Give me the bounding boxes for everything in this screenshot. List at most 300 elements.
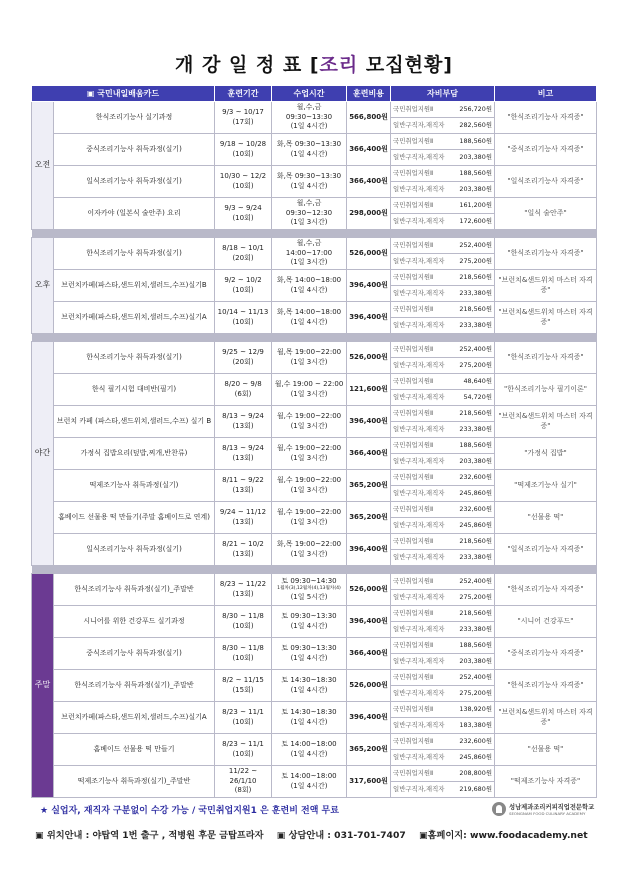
- course-cost: 365,200원: [347, 734, 391, 766]
- support-amount-value: 232,600: [459, 505, 486, 514]
- course-cost: 526,000원: [347, 238, 391, 270]
- support-amount-unit: 원: [485, 185, 493, 194]
- period-range: 9/2 ~ 10/2: [224, 276, 262, 285]
- support-cell: [391, 782, 495, 798]
- period-count: (8회): [234, 786, 252, 795]
- time-range: 토 14:30~18:30: [281, 708, 337, 717]
- support-type-label: 일반구직자,재직자: [393, 361, 445, 370]
- footer-contact: ▣ 상담안내 : 031-701-7407: [276, 830, 406, 841]
- support-cell: [391, 198, 495, 214]
- table-row: [32, 238, 597, 254]
- support-amount: [459, 185, 492, 194]
- support-type-label: 국민취업지원Ⅱ: [393, 305, 434, 314]
- support-amount-value: 48,640: [463, 377, 486, 386]
- support-amount: [459, 153, 492, 162]
- course-cost: 396,400원: [347, 270, 391, 302]
- support-amount-unit: 원: [485, 753, 493, 762]
- course-note: "브런치&샌드위치 마스터 자격증": [495, 270, 597, 302]
- table-row: [32, 302, 597, 318]
- time-range: 월,수 19:00~22:00: [276, 508, 342, 517]
- table-row: [32, 638, 597, 654]
- support-type-label: 국민취업지원Ⅱ: [393, 345, 434, 354]
- course-time: [272, 374, 347, 406]
- course-cost: 298,000원: [347, 198, 391, 230]
- time-hours: (1일 4시간): [290, 781, 328, 790]
- support-amount: [459, 593, 492, 602]
- period-range: 9/25 ~ 12/9: [222, 348, 264, 357]
- course-period: [215, 374, 272, 406]
- time-range: 화,목 19:00~22:00: [276, 540, 342, 549]
- course-time: [272, 270, 347, 302]
- period-range: 10/14 ~ 11/13: [217, 308, 269, 317]
- support-amount: [459, 201, 492, 210]
- support-cell: [391, 470, 495, 486]
- support-amount-value: 232,600: [459, 473, 486, 482]
- time-hours: (1일 4시간): [290, 317, 328, 326]
- time-range: 월,수 19:00~22:00: [276, 412, 342, 421]
- support-amount-value: 218,560: [459, 305, 486, 314]
- support-amount-unit: 원: [485, 737, 493, 746]
- course-name: 이자카야 (일본식 술안주) 요리: [54, 198, 215, 230]
- period-count: (10회): [232, 621, 254, 630]
- support-type-label: 일반구직자,재직자: [393, 593, 445, 602]
- support-amount: [459, 409, 492, 418]
- course-note: "중식조리기능사 자격증": [495, 638, 597, 670]
- table-row: [32, 534, 597, 550]
- schedule-body: [32, 102, 597, 798]
- time-hours: (1일 3시간): [290, 357, 328, 366]
- course-time: [272, 574, 347, 606]
- course-name: 중식조리기능사 취득과정(실기): [54, 638, 215, 670]
- page-title: 개 강 일 정 표 [조리 모집현황]: [175, 54, 453, 76]
- support-amount-unit: 원: [485, 705, 493, 714]
- support-cell: [391, 766, 495, 782]
- time-hours: (1일 4시간): [290, 653, 328, 662]
- time-range: 토 14:00~18:00: [281, 772, 337, 781]
- table-header-row: [32, 86, 597, 102]
- support-amount-value: 183,380: [459, 721, 486, 730]
- support-amount-unit: 원: [485, 273, 493, 282]
- course-cost: 566,800원: [347, 102, 391, 134]
- support-amount-unit: 원: [485, 537, 493, 546]
- course-cost: 317,600원: [347, 766, 391, 798]
- support-amount: [459, 721, 492, 730]
- support-type-label: 일반구직자,재직자: [393, 689, 445, 698]
- course-period: [215, 734, 272, 766]
- table-row: [32, 134, 597, 150]
- logo-english: SEONGNAM FOOD CULINARY ACADEMY: [509, 811, 586, 816]
- time-hours: (1일 4시간): [290, 285, 328, 294]
- course-note: "브런치&샌드위치 마스터 자격증": [495, 302, 597, 334]
- support-type-label: 일반구직자,재직자: [393, 185, 445, 194]
- time-range: 화,목 14:00~18:00: [276, 308, 342, 317]
- support-type-label: 국민취업지원Ⅱ: [393, 609, 434, 618]
- support-type-label: 일반구직자,재직자: [393, 393, 445, 402]
- table-row: [32, 270, 597, 286]
- support-amount: [459, 289, 492, 298]
- course-note: "한식조리기능사 필기이론": [495, 374, 597, 406]
- course-time: [272, 734, 347, 766]
- support-amount-value: 161,200: [459, 201, 486, 210]
- course-time: [272, 638, 347, 670]
- support-amount-unit: 원: [485, 769, 493, 778]
- period-count: (10회): [232, 653, 254, 662]
- support-amount-unit: 원: [485, 625, 493, 634]
- support-amount: [459, 489, 492, 498]
- course-cost: 366,400원: [347, 638, 391, 670]
- course-note: "일식조리기능사 자격증": [495, 166, 597, 198]
- support-cell: [391, 214, 495, 230]
- course-period: [215, 534, 272, 566]
- course-period: [215, 638, 272, 670]
- course-time: [272, 198, 347, 230]
- course-name: 시니어를 위한 건강푸드 실기과정: [54, 606, 215, 638]
- support-type-label: 국민취업지원Ⅱ: [393, 737, 434, 746]
- table-row: [32, 406, 597, 422]
- support-amount-unit: 원: [485, 473, 493, 482]
- course-time: [272, 342, 347, 374]
- support-cell: [391, 118, 495, 134]
- course-time: [272, 438, 347, 470]
- period-count: (13회): [232, 517, 254, 526]
- period-range: 11/22 ~ 26/1/10: [228, 767, 258, 785]
- support-amount: [459, 361, 492, 370]
- support-amount-unit: 원: [485, 377, 493, 386]
- support-cell: [391, 438, 495, 454]
- support-cell: [391, 254, 495, 270]
- table-row: [32, 574, 597, 590]
- support-cell: [391, 734, 495, 750]
- support-type-label: 일반구직자,재직자: [393, 657, 445, 666]
- time-hours: (1일 4시간): [290, 717, 328, 726]
- course-period: [215, 102, 272, 134]
- support-amount-unit: 원: [485, 505, 493, 514]
- support-amount: [459, 505, 492, 514]
- course-time: [272, 670, 347, 702]
- support-cell: [391, 166, 495, 182]
- course-time: [272, 406, 347, 438]
- course-name: 떡제조기능사 취득과정(실기)_주말반: [54, 766, 215, 798]
- period-range: 8/23 ~ 11/22: [219, 580, 267, 589]
- support-amount: [459, 241, 492, 250]
- period-count: (10회): [232, 213, 254, 222]
- time-hours: (1일 5시간): [290, 592, 328, 601]
- support-type-label: 국민취업지원Ⅱ: [393, 273, 434, 282]
- support-type-label: 일반구직자,재직자: [393, 153, 445, 162]
- support-amount-unit: 원: [485, 657, 493, 666]
- support-type-label: 일반구직자,재직자: [393, 489, 445, 498]
- support-amount: [459, 425, 492, 434]
- footer-notice: ★ 실업자, 재직자 구분없이 수강 가능 / 국민취업지원1 은 훈련비 전액 무료: [40, 806, 339, 816]
- time-range: 화,목 14:00~18:00: [276, 276, 342, 285]
- support-amount-value: 54,720: [463, 393, 486, 402]
- table-row: [32, 702, 597, 718]
- support-cell: [391, 238, 495, 254]
- support-cell: [391, 702, 495, 718]
- course-cost: 366,400원: [347, 134, 391, 166]
- support-cell: [391, 686, 495, 702]
- support-type-label: 일반구직자,재직자: [393, 457, 445, 466]
- time-hours: (1일 3시간): [290, 389, 328, 398]
- footer-website[interactable]: ▣홈페이지: www.foodacademy.net: [418, 830, 588, 841]
- support-amount: [463, 377, 492, 386]
- support-amount-unit: 원: [485, 201, 493, 210]
- section-separator: [32, 566, 597, 574]
- course-name: 일식조리기능사 취득과정(실기): [54, 166, 215, 198]
- time-hours: (1일 3시간): [290, 453, 328, 462]
- course-time: [272, 702, 347, 734]
- course-name: 한식조리기능사 취득과정(실기): [54, 342, 215, 374]
- support-amount: [459, 537, 492, 546]
- footer-location: ▣ 위치안내 : 야탑역 1번 출구 , 적병원 후문 금탑프라자: [35, 830, 264, 841]
- support-amount-unit: 원: [485, 409, 493, 418]
- period-range: 8/23 ~ 11/1: [222, 708, 264, 717]
- support-amount-unit: 원: [485, 121, 493, 130]
- support-cell: [391, 150, 495, 166]
- support-cell: [391, 182, 495, 198]
- support-amount-unit: 원: [485, 321, 493, 330]
- support-amount-unit: 원: [485, 153, 493, 162]
- support-type-label: 국민취업지원Ⅱ: [393, 577, 434, 586]
- course-time: [272, 166, 347, 198]
- support-amount-value: 245,860: [459, 521, 486, 530]
- support-amount-value: 208,800: [459, 769, 486, 778]
- period-range: 8/20 ~ 9/8: [224, 380, 262, 389]
- support-amount-value: 218,560: [459, 537, 486, 546]
- support-cell: [391, 390, 495, 406]
- table-row: [32, 502, 597, 518]
- footer-info: [35, 827, 598, 841]
- course-note: "선물용 떡": [495, 734, 597, 766]
- course-period: [215, 238, 272, 270]
- support-amount-value: 233,380: [459, 625, 486, 634]
- support-amount: [459, 521, 492, 530]
- support-amount: [459, 321, 492, 330]
- support-amount-unit: 원: [485, 241, 493, 250]
- support-amount-unit: 원: [485, 289, 493, 298]
- time-range: 월,수,금 09:30~12:30: [285, 199, 333, 217]
- course-name: 일식조리기능사 취득과정(실기): [54, 534, 215, 566]
- course-time: [272, 766, 347, 798]
- support-cell: [391, 622, 495, 638]
- support-amount-unit: 원: [485, 489, 493, 498]
- course-name: 한식조리기능사 실기과정: [54, 102, 215, 134]
- table-row: [32, 734, 597, 750]
- separator-cell: [32, 334, 597, 342]
- support-amount: [459, 641, 492, 650]
- support-amount: [459, 257, 492, 266]
- period-count: (10회): [232, 749, 254, 758]
- support-amount-unit: 원: [485, 105, 493, 114]
- support-amount-value: 188,560: [459, 641, 486, 650]
- support-cell: [391, 134, 495, 150]
- support-amount-unit: 원: [485, 593, 493, 602]
- support-amount: [459, 769, 492, 778]
- support-cell: [391, 302, 495, 318]
- support-amount: [459, 217, 492, 226]
- time-range: 토 09:30~13:30: [281, 644, 337, 653]
- support-amount-unit: 원: [485, 609, 493, 618]
- support-amount-value: 233,380: [459, 321, 486, 330]
- support-type-label: 국민취업지원Ⅱ: [393, 169, 434, 178]
- support-type-label: 일반구직자,재직자: [393, 425, 445, 434]
- support-amount-value: 219,680: [459, 785, 486, 794]
- period-range: 9/3 ~ 10/17: [222, 108, 264, 117]
- support-cell: [391, 454, 495, 470]
- course-time: [272, 606, 347, 638]
- support-cell: [391, 286, 495, 302]
- course-note: "일식 술안주": [495, 198, 597, 230]
- support-type-label: 일반구직자,재직자: [393, 721, 445, 730]
- support-amount-value: 203,380: [459, 185, 486, 194]
- support-cell: [391, 342, 495, 358]
- table-row: [32, 670, 597, 686]
- time-range: 월,수,금 09:30~13:30: [285, 103, 333, 121]
- support-amount-unit: 원: [485, 345, 493, 354]
- support-amount: [459, 705, 492, 714]
- support-amount: [459, 553, 492, 562]
- support-amount: [459, 441, 492, 450]
- support-amount-unit: 원: [485, 217, 493, 226]
- support-amount: [459, 689, 492, 698]
- table-row: [32, 438, 597, 454]
- support-amount-value: 218,560: [459, 409, 486, 418]
- period-count: (15회): [232, 685, 254, 694]
- time-range: 토 09:30~14:30: [281, 576, 337, 585]
- support-amount-unit: 원: [485, 641, 493, 650]
- period-count: (10회): [232, 285, 254, 294]
- period-range: 8/23 ~ 11/1: [222, 740, 264, 749]
- support-amount: [459, 609, 492, 618]
- support-cell: [391, 606, 495, 622]
- session-label: 오후: [32, 238, 54, 334]
- header-time: 수업시간: [272, 86, 347, 102]
- support-amount-unit: 원: [485, 521, 493, 530]
- period-range: 9/18 ~ 10/28: [219, 140, 267, 149]
- header-period: 훈련기간: [215, 86, 272, 102]
- support-type-label: 일반구직자,재직자: [393, 289, 445, 298]
- course-cost: 365,200원: [347, 470, 391, 502]
- course-time: [272, 470, 347, 502]
- support-cell: [391, 406, 495, 422]
- time-range: 토 14:30~18:30: [281, 676, 337, 685]
- support-type-label: 일반구직자,재직자: [393, 753, 445, 762]
- course-time: [272, 102, 347, 134]
- support-type-label: 국민취업지원Ⅱ: [393, 769, 434, 778]
- support-type-label: 일반구직자,재직자: [393, 553, 445, 562]
- period-count: (20회): [232, 357, 254, 366]
- support-cell: [391, 654, 495, 670]
- period-range: 8/11 ~ 9/22: [222, 476, 264, 485]
- support-type-label: 국민취업지원Ⅱ: [393, 105, 434, 114]
- support-amount: [459, 305, 492, 314]
- support-amount-value: 275,200: [459, 257, 486, 266]
- course-name: 중식조리기능사 취득과정(실기): [54, 134, 215, 166]
- course-period: [215, 406, 272, 438]
- support-amount-value: 203,380: [459, 457, 486, 466]
- support-type-label: 일반구직자,재직자: [393, 257, 445, 266]
- support-amount-value: 233,380: [459, 553, 486, 562]
- support-cell: [391, 718, 495, 734]
- support-type-label: 일반구직자,재직자: [393, 321, 445, 330]
- course-cost: 365,200원: [347, 502, 391, 534]
- course-time: [272, 502, 347, 534]
- period-count: (13회): [232, 421, 254, 430]
- support-amount: [459, 473, 492, 482]
- period-count: (10회): [232, 317, 254, 326]
- course-period: [215, 270, 272, 302]
- support-amount-value: 138,920: [459, 705, 486, 714]
- support-amount: [459, 625, 492, 634]
- support-cell: [391, 358, 495, 374]
- support-type-label: 일반구직자,재직자: [393, 521, 445, 530]
- time-hours: (1일 3시간): [290, 421, 328, 430]
- course-note: "한식조리기능사 자격증": [495, 574, 597, 606]
- course-note: "한식조리기능사 자격증": [495, 342, 597, 374]
- support-amount: [459, 457, 492, 466]
- school-logo-icon: [492, 802, 506, 816]
- support-type-label: 국민취업지원Ⅱ: [393, 241, 434, 250]
- course-name: 한식조리기능사 취득과정(실기): [54, 238, 215, 270]
- support-cell: [391, 422, 495, 438]
- support-amount: [459, 105, 492, 114]
- course-cost: 396,400원: [347, 406, 391, 438]
- support-amount-value: 218,560: [459, 273, 486, 282]
- period-count: (13회): [232, 589, 254, 598]
- course-note: "한식조리기능사 자격증": [495, 238, 597, 270]
- title-highlight: 조리: [319, 54, 359, 76]
- separator-cell: [32, 230, 597, 238]
- support-type-label: 일반구직자,재직자: [393, 625, 445, 634]
- course-cost: 526,000원: [347, 574, 391, 606]
- support-amount: [459, 753, 492, 762]
- support-cell: [391, 638, 495, 654]
- period-range: 8/30 ~ 11/8: [222, 612, 264, 621]
- period-count: (10회): [232, 717, 254, 726]
- support-amount: [459, 273, 492, 282]
- course-period: [215, 342, 272, 374]
- support-amount-value: 282,560: [459, 121, 486, 130]
- table-row: [32, 102, 597, 118]
- support-amount: [459, 137, 492, 146]
- support-amount-value: 233,380: [459, 425, 486, 434]
- course-cost: 396,400원: [347, 702, 391, 734]
- table-row: [32, 470, 597, 486]
- table-row: [32, 166, 597, 182]
- time-range: 화,목 09:30~13:30: [276, 140, 342, 149]
- support-type-label: 일반구직자,재직자: [393, 217, 445, 226]
- support-amount-unit: 원: [485, 689, 493, 698]
- support-amount-unit: 원: [485, 553, 493, 562]
- logo-korean: 성남제과조리커피직업전문학교: [509, 804, 595, 811]
- support-amount-unit: 원: [485, 257, 493, 266]
- course-period: [215, 134, 272, 166]
- period-count: (13회): [232, 549, 254, 558]
- period-count: (13회): [232, 485, 254, 494]
- table-row: [32, 766, 597, 782]
- time-range: 월,수,금 14:00~17:00: [285, 239, 333, 257]
- time-range: 월,수 19:00~22:00: [276, 476, 342, 485]
- course-cost: 366,400원: [347, 438, 391, 470]
- table-row: [32, 606, 597, 622]
- course-note: "브런치&샌드위치 마스터 자격증": [495, 406, 597, 438]
- support-cell: [391, 750, 495, 766]
- course-name: 떡제조기능사 취득과정(실기): [54, 470, 215, 502]
- support-type-label: 국민취업지원Ⅱ: [393, 201, 434, 210]
- support-amount-value: 252,400: [459, 577, 486, 586]
- support-amount-unit: 원: [485, 393, 493, 402]
- course-period: [215, 766, 272, 798]
